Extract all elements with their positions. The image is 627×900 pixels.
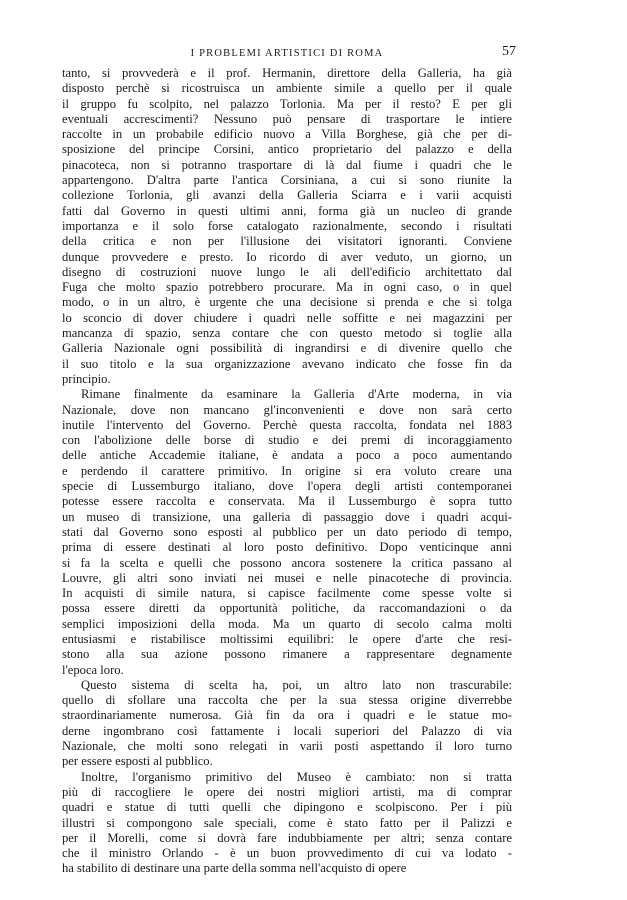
text-line: Questo sistema di scelta ha, poi, un altro lato non trascurabile: [81, 677, 512, 692]
text-line: importanza e il solo forse catalogato razionalmente, secondo i risultati [62, 218, 512, 233]
text-line: quello di sfollare una raccolta che per la sua stessa origine diverrebbe [62, 693, 512, 708]
text-line: per essere esposti al pubblico. [62, 754, 213, 769]
text-line: modo, o in un altro, è urgente che una decisione si prenda e che si tolga [62, 295, 512, 310]
text-line: entusiasmi e ristabilisce moltissimi equilibri: le opere d'arte che resi- [62, 631, 512, 646]
text-line: In acquisti di simile natura, si capisce facilmente come spesse volte si [62, 586, 512, 601]
text-line: si fa la scelta e quelli che possono ancora sostenere la critica passano al [62, 555, 512, 570]
text-line: Louvre, gli altri sono inviati nei musei e nelle pinacoteche di provincia. [62, 570, 512, 585]
text-line: Inoltre, l'organismo primitivo del Museo è cambiato: non si tratta [81, 769, 512, 784]
paragraph [62, 66, 512, 387]
text-line: il suo titolo e la sua organizzazione avevano indicato che fosse fin da [62, 356, 512, 371]
text-line: pinacoteca, non si potranno trasportare di là dal fiume i quadri che le [62, 157, 512, 172]
text-line: Nazionale, dove non mancano gl'inconvenienti e dove non sarà certo [62, 402, 512, 417]
body-text [62, 66, 512, 877]
page-number: 57 [502, 44, 516, 59]
text-line: della critica e non per l'illusione dei visitatori ignoranti. Conviene [62, 234, 512, 249]
text-line: disegno di costruzioni nuove lungo le ali dell'edificio architettato dal [62, 264, 512, 279]
text-line: che il ministro Orlando - è un buon provvedimento di cui va lodato - [62, 846, 512, 861]
paragraph [62, 678, 512, 770]
text-line: disposto perchè si ricostruisca un ambiente simile a quello per il quale [62, 81, 512, 96]
text-line: illustri si compongono sale speciali, come è stato fatto per il Palizzi e [62, 815, 512, 830]
text-line: Rimane finalmente da esaminare la Galleria d'Arte moderna, in via [81, 387, 512, 402]
text-line: semplici imposizioni della moda. Ma un quarto di secolo calma molti [62, 616, 512, 631]
text-line: per il Morelli, come si dovrà fare indubbiamente per altri; senza contare [62, 830, 512, 845]
running-title: I PROBLEMI ARTISTICI DI ROMA [190, 48, 384, 59]
text-line: fatti dal Governo in questi ultimi anni, forma già un nucleo di grande [62, 203, 512, 218]
text-line: e perdendo il carattere primitivo. In origine si era voluto creare una [62, 463, 512, 478]
text-line: tanto, si provvederà e il prof. Hermanin, direttore della Galleria, ha già [62, 66, 512, 80]
text-line: inutile l'intervento del Governo. Perchè questa raccolta, fondata nel 1883 [62, 417, 512, 432]
text-line: straordinariamente numerosa. Già fin da ora i quadri e le statue mo- [62, 708, 512, 723]
paragraph [62, 770, 512, 877]
text-line: dunque provvedere e presto. Io ricordo di aver veduto, un giorno, un [62, 249, 512, 264]
text-line: quadri e statue di tutti quelli che dipingono e scolpiscono. Per i più [62, 800, 512, 815]
paragraph [62, 387, 512, 678]
text-line: più di raccogliere le opere dei nostri migliori artisti, ma di comprar [62, 784, 512, 799]
text-line: Fuga che molto spazio potrebbero procurare. Ma in ogni caso, o in quel [62, 280, 512, 295]
text-line: specie di Lussemburgo italiano, dove l'opera degli artisti contemporanei [62, 479, 512, 494]
text-line: mancanza di spazio, senza contare che con questo metodo si toglie alla [62, 326, 512, 341]
text-line: prima di essere destinati al loro posto definitivo. Dopo venticinque anni [62, 540, 512, 555]
text-line: collezione Torlonia, gli avanzi della Galleria Sciarra e i varii acquisti [62, 188, 512, 203]
text-line: il gruppo fu scolpito, nel palazzo Torlonia. Ma per il resto? E per gli [62, 96, 512, 111]
text-line: Nazionale, che molti sono relegati in varii posti aspettando il loro turno [62, 739, 512, 754]
text-line: stono alla sua azione possono rimanere a rappresentare degnamente [62, 647, 512, 662]
text-line: l'epoca loro. [62, 662, 124, 677]
text-line: possa essere diretti da opportunità politiche, da raccomandazioni o da [62, 601, 512, 616]
text-line: derne ingombrano così fattamente i locali superiori del Palazzo di via [62, 723, 512, 738]
text-line: Galleria Nazionale ogni possibilità di ingrandirsi e di divenire quello che [62, 341, 512, 356]
text-line: eventuali accrescimenti? Nessuno può pensare di trasportare le intiere [62, 111, 512, 126]
text-line: appartengono. D'altra parte l'antica Corsiniana, a cui si sono riunite la [62, 173, 512, 188]
text-line: stati dal Governo sono esposti al pubblico per un dato periodo di tempo, [62, 524, 512, 539]
text-line: con l'abolizione delle borse di studio e dei premi di incoraggiamento [62, 433, 512, 448]
text-line: delle antiche Accademie italiane, è andata a poco a poco aumentando [62, 448, 512, 463]
text-line: raccolte in un probabile edificio nuovo a Villa Borghese, già che per di- [62, 127, 512, 142]
text-line: un museo di transizione, una galleria di passaggio dove i quadri acqui- [62, 509, 512, 524]
text-line: principio. [62, 371, 111, 386]
text-line: ha stabilito di destinare una parte della somma nell'acquisto di opere [62, 861, 407, 876]
text-line: sposizione del principe Corsini, antico proprietario del palazzo e della [62, 142, 512, 157]
text-line: lo sconcio di dover chiudere i quadri nelle soffitte e nei magazzini per [62, 310, 512, 325]
running-head [62, 44, 516, 64]
text-line: potesse essere raccolta e conservata. Ma il Lussemburgo è sopra tutto [62, 494, 512, 509]
